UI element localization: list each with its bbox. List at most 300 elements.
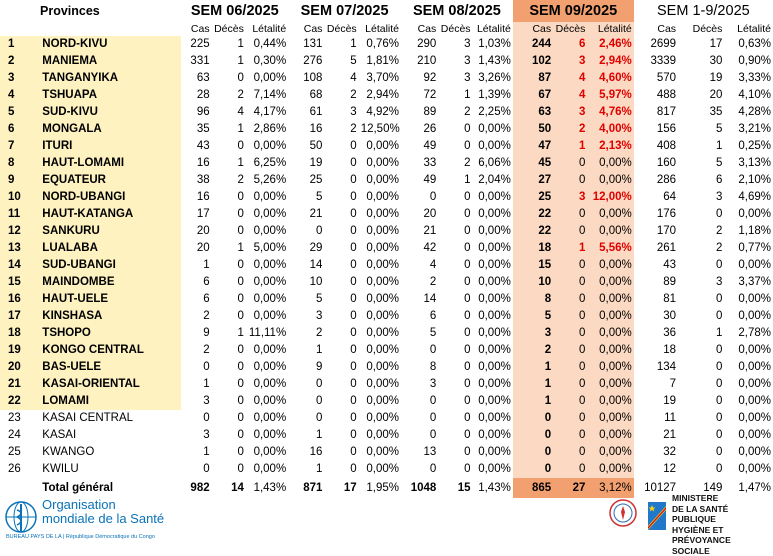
deaths-cell: 0 — [553, 257, 587, 274]
lethality-cell: 0,00% — [724, 359, 773, 376]
total-label: Total général — [40, 478, 181, 498]
row-number: 18 — [0, 325, 40, 342]
cases-cell: 11 — [634, 410, 678, 427]
cases-cell: 43 — [181, 138, 211, 155]
lethality-cell: 0,00% — [359, 393, 401, 410]
row-number: 1 — [0, 36, 40, 53]
province-name: NORD-KIVU — [40, 36, 181, 53]
lethality-cell: 0,00% — [587, 155, 633, 172]
cases-cell: 22 — [513, 206, 553, 223]
col-header-letalite: Létalité — [587, 22, 633, 36]
who-logo — [4, 498, 204, 538]
cases-cell: 63 — [513, 104, 553, 121]
cases-cell: 12 — [634, 461, 678, 478]
lethality-cell: 0,00% — [359, 172, 401, 189]
lethality-cell: 0,00% — [246, 257, 288, 274]
deaths-cell: 3 — [438, 36, 472, 53]
cases-cell: 49 — [401, 138, 438, 155]
cases-cell: 225 — [181, 36, 211, 53]
lethality-cell: 12,50% — [359, 121, 401, 138]
deaths-cell: 2 — [212, 87, 246, 104]
deaths-cell: 0 — [678, 342, 724, 359]
row-number: 21 — [0, 376, 40, 393]
cases-cell: 160 — [634, 155, 678, 172]
lethality-cell: 2,78% — [724, 325, 773, 342]
deaths-cell: 0 — [324, 410, 358, 427]
cases-cell: 43 — [634, 257, 678, 274]
cases-cell: 1 — [181, 257, 211, 274]
deaths-cell: 0 — [438, 325, 472, 342]
col-header-deces: Décès — [212, 22, 246, 36]
lethality-cell: 0,00% — [359, 206, 401, 223]
col-header-cas: Cas — [634, 22, 678, 36]
deaths-cell: 0 — [324, 342, 358, 359]
deaths-cell: 0 — [553, 461, 587, 478]
lethality-cell: 4,28% — [724, 104, 773, 121]
cases-cell: 108 — [288, 70, 324, 87]
lethality-cell: 0,00% — [473, 342, 513, 359]
deaths-cell: 0 — [324, 172, 358, 189]
province-name: SANKURU — [40, 223, 181, 240]
lethality-cell: 2,10% — [724, 172, 773, 189]
cumulative-header: SEM 1-9/2025 — [634, 0, 773, 22]
table-row — [0, 223, 773, 240]
deaths-cell: 0 — [438, 189, 472, 206]
cases-cell: 4 — [401, 257, 438, 274]
deaths-cell: 1 — [212, 240, 246, 257]
cases-cell: 6 — [181, 274, 211, 291]
row-number: 14 — [0, 257, 40, 274]
deaths-cell: 0 — [678, 427, 724, 444]
cases-cell: 89 — [634, 274, 678, 291]
deaths-cell: 1 — [324, 36, 358, 53]
lethality-cell: 0,00% — [724, 410, 773, 427]
deaths-cell: 0 — [212, 70, 246, 87]
cases-cell: 28 — [181, 87, 211, 104]
province-name: MAINDOMBE — [40, 274, 181, 291]
cases-cell: 42 — [401, 240, 438, 257]
cases-cell: 21 — [288, 206, 324, 223]
province-name: TANGANYIKA — [40, 70, 181, 87]
cases-cell: 36 — [634, 325, 678, 342]
deaths-cell: 0 — [678, 308, 724, 325]
lethality-cell: 4,60% — [587, 70, 633, 87]
lethality-cell: 5,97% — [587, 87, 633, 104]
cases-cell: 261 — [634, 240, 678, 257]
who-name — [42, 498, 164, 526]
lethality-cell: 3,21% — [724, 121, 773, 138]
cases-cell: 2 — [401, 274, 438, 291]
cases-cell: 18 — [513, 240, 553, 257]
deaths-cell: 0 — [212, 206, 246, 223]
deaths-cell: 1 — [553, 240, 587, 257]
cases-cell: 2 — [288, 325, 324, 342]
deaths-cell: 0 — [438, 393, 472, 410]
lethality-cell: 0,00% — [724, 427, 773, 444]
cases-cell: 865 — [513, 478, 553, 498]
table-row — [0, 257, 773, 274]
lethality-cell: 0,00% — [359, 155, 401, 172]
deaths-cell: 0 — [212, 359, 246, 376]
deaths-cell: 0 — [438, 359, 472, 376]
cases-cell: 72 — [401, 87, 438, 104]
deaths-cell: 0 — [678, 376, 724, 393]
cases-cell: 1 — [513, 376, 553, 393]
deaths-cell: 0 — [324, 359, 358, 376]
deaths-cell: 20 — [678, 87, 724, 104]
lethality-cell: 6,06% — [473, 155, 513, 172]
deaths-cell: 0 — [553, 223, 587, 240]
cases-cell: 2 — [181, 342, 211, 359]
province-name: EQUATEUR — [40, 172, 181, 189]
cases-cell: 1 — [513, 393, 553, 410]
deaths-cell: 5 — [678, 155, 724, 172]
table-row — [0, 291, 773, 308]
province-name: KWANGO — [40, 444, 181, 461]
week-07-header: SEM 07/2025 — [288, 0, 401, 22]
table-row — [0, 376, 773, 393]
deaths-cell: 3 — [438, 53, 472, 70]
lethality-cell: 0,00% — [724, 444, 773, 461]
deaths-cell: 35 — [678, 104, 724, 121]
cases-cell: 18 — [634, 342, 678, 359]
lethality-cell: 1,03% — [473, 36, 513, 53]
lethality-cell: 0,00% — [359, 291, 401, 308]
cases-cell: 10127 — [634, 478, 678, 498]
lethality-cell: 0,00% — [587, 393, 633, 410]
lethality-cell: 0,00% — [473, 308, 513, 325]
deaths-cell: 0 — [553, 308, 587, 325]
lethality-cell: 0,00% — [473, 376, 513, 393]
table-row — [0, 240, 773, 257]
cases-cell: 1048 — [401, 478, 438, 498]
province-name: KASAI-ORIENTAL — [40, 376, 181, 393]
cases-cell: 16 — [181, 189, 211, 206]
deaths-cell: 3 — [553, 53, 587, 70]
deaths-cell: 0 — [324, 189, 358, 206]
deaths-cell: 1 — [553, 138, 587, 155]
row-number: 23 — [0, 410, 40, 427]
deaths-cell: 0 — [438, 308, 472, 325]
col-header-deces: Décès — [324, 22, 358, 36]
cases-cell: 331 — [181, 53, 211, 70]
row-number: 4 — [0, 87, 40, 104]
lethality-cell: 1,43% — [473, 53, 513, 70]
row-number: 25 — [0, 444, 40, 461]
lethality-cell: 0,00% — [587, 223, 633, 240]
table-row — [0, 36, 773, 53]
cases-cell: 244 — [513, 36, 553, 53]
table-row — [0, 342, 773, 359]
cases-cell: 488 — [634, 87, 678, 104]
lethality-cell: 0,00% — [246, 461, 288, 478]
row-number: 2 — [0, 53, 40, 70]
cases-cell: 1 — [513, 359, 553, 376]
cases-cell: 25 — [513, 189, 553, 206]
cases-cell: 1 — [288, 461, 324, 478]
lethality-cell: 0,00% — [246, 410, 288, 427]
col-header-deces: Décès — [553, 22, 587, 36]
cases-cell: 20 — [181, 223, 211, 240]
deaths-cell: 0 — [438, 138, 472, 155]
row-number: 15 — [0, 274, 40, 291]
cases-cell: 210 — [401, 53, 438, 70]
cases-cell: 0 — [401, 189, 438, 206]
deaths-cell: 3 — [678, 274, 724, 291]
deaths-cell: 0 — [324, 308, 358, 325]
lethality-cell: 1,43% — [473, 478, 513, 498]
deaths-cell: 149 — [678, 478, 724, 498]
lethality-cell: 0,00% — [587, 172, 633, 189]
lethality-cell: 0,00% — [473, 189, 513, 206]
lethality-cell: 0,00% — [587, 206, 633, 223]
cases-cell: 0 — [181, 359, 211, 376]
cases-cell: 0 — [513, 444, 553, 461]
cases-cell: 5 — [288, 291, 324, 308]
lethality-cell: 0,00% — [473, 325, 513, 342]
lethality-cell: 0,00% — [587, 359, 633, 376]
lethality-cell: 0,00% — [246, 393, 288, 410]
lethality-cell: 2,25% — [473, 104, 513, 121]
lethality-cell: 0,00% — [359, 138, 401, 155]
lethality-cell: 4,69% — [724, 189, 773, 206]
cases-cell: 3 — [513, 325, 553, 342]
lethality-cell: 0,00% — [724, 206, 773, 223]
row-number: 24 — [0, 427, 40, 444]
lethality-cell: 0,00% — [359, 461, 401, 478]
row-number: 16 — [0, 291, 40, 308]
deaths-cell: 2 — [678, 240, 724, 257]
deaths-cell: 0 — [678, 257, 724, 274]
cases-cell: 0 — [288, 393, 324, 410]
cases-cell: 16 — [288, 444, 324, 461]
deaths-cell: 0 — [438, 410, 472, 427]
cases-cell: 20 — [401, 206, 438, 223]
cases-cell: 13 — [401, 444, 438, 461]
cases-cell: 134 — [634, 359, 678, 376]
lethality-cell: 0,00% — [246, 138, 288, 155]
cases-cell: 26 — [401, 121, 438, 138]
cases-cell: 871 — [288, 478, 324, 498]
deaths-cell: 0 — [324, 274, 358, 291]
table-row — [0, 70, 773, 87]
deaths-cell: 0 — [553, 376, 587, 393]
deaths-cell: 0 — [212, 274, 246, 291]
ministry-line-1: MINISTERE — [672, 493, 773, 504]
cases-cell: 3339 — [634, 53, 678, 70]
deaths-cell: 0 — [553, 427, 587, 444]
col-header-letalite: Létalité — [473, 22, 513, 36]
lethality-cell: 4,76% — [587, 104, 633, 121]
deaths-cell: 3 — [553, 189, 587, 206]
deaths-cell: 1 — [678, 138, 724, 155]
cases-cell: 276 — [288, 53, 324, 70]
deaths-cell: 1 — [212, 325, 246, 342]
cases-cell: 63 — [181, 70, 211, 87]
lethality-cell: 0,00% — [359, 274, 401, 291]
province-name: HAUT-UELE — [40, 291, 181, 308]
cases-cell: 0 — [288, 376, 324, 393]
row-number: 17 — [0, 308, 40, 325]
cases-cell: 170 — [634, 223, 678, 240]
deaths-cell: 0 — [678, 393, 724, 410]
lethality-cell: 0,63% — [724, 36, 773, 53]
lethality-cell: 1,81% — [359, 53, 401, 70]
table-row — [0, 325, 773, 342]
deaths-cell: 2 — [438, 155, 472, 172]
table-body — [0, 36, 773, 498]
lethality-cell: 0,00% — [246, 308, 288, 325]
row-number: 20 — [0, 359, 40, 376]
cases-cell: 176 — [634, 206, 678, 223]
deaths-cell: 2 — [324, 121, 358, 138]
province-name: HAUT-LOMAMI — [40, 155, 181, 172]
col-header-deces: Décès — [438, 22, 472, 36]
lethality-cell: 0,00% — [359, 444, 401, 461]
lethality-cell: 2,94% — [359, 87, 401, 104]
table-row — [0, 444, 773, 461]
province-name: KONGO CENTRAL — [40, 342, 181, 359]
lethality-cell: 0,00% — [359, 359, 401, 376]
cases-cell: 286 — [634, 172, 678, 189]
province-name: LOMAMI — [40, 393, 181, 410]
week-08-header: SEM 08/2025 — [401, 0, 513, 22]
deaths-cell: 0 — [324, 393, 358, 410]
row-number: 11 — [0, 206, 40, 223]
cases-cell: 0 — [401, 427, 438, 444]
lethality-cell: 0,00% — [587, 325, 633, 342]
col-header-letalite: Létalité — [359, 22, 401, 36]
province-name: ITURI — [40, 138, 181, 155]
col-header-cas: Cas — [288, 22, 324, 36]
cases-cell: 8 — [513, 291, 553, 308]
lethality-cell: 2,13% — [587, 138, 633, 155]
col-header-cas: Cas — [401, 22, 438, 36]
lethality-cell: 0,00% — [587, 427, 633, 444]
row-number: 26 — [0, 461, 40, 478]
deaths-cell: 0 — [553, 291, 587, 308]
cases-cell: 61 — [288, 104, 324, 121]
deaths-cell: 0 — [553, 325, 587, 342]
lethality-cell: 1,18% — [724, 223, 773, 240]
deaths-cell: 15 — [438, 478, 472, 498]
lethality-cell: 0,00% — [473, 206, 513, 223]
cases-cell: 49 — [401, 172, 438, 189]
lethality-cell: 0,00% — [246, 223, 288, 240]
cases-cell: 38 — [181, 172, 211, 189]
deaths-cell: 0 — [324, 155, 358, 172]
lethality-cell: 3,26% — [473, 70, 513, 87]
deaths-cell: 0 — [678, 206, 724, 223]
deaths-cell: 0 — [212, 461, 246, 478]
cases-cell: 1 — [181, 376, 211, 393]
province-name: KASAI CENTRAL — [40, 410, 181, 427]
lethality-cell: 2,46% — [587, 36, 633, 53]
cases-cell: 9 — [288, 359, 324, 376]
deaths-cell: 0 — [324, 206, 358, 223]
lethality-cell: 0,00% — [724, 376, 773, 393]
province-name: TSHOPO — [40, 325, 181, 342]
province-name: HAUT-KATANGA — [40, 206, 181, 223]
cases-cell: 27 — [513, 172, 553, 189]
deaths-cell: 0 — [553, 274, 587, 291]
row-number: 9 — [0, 172, 40, 189]
deaths-cell: 19 — [678, 70, 724, 87]
deaths-cell: 4 — [553, 87, 587, 104]
cases-cell: 50 — [513, 121, 553, 138]
cases-cell: 2 — [181, 308, 211, 325]
deaths-cell: 1 — [212, 155, 246, 172]
lethality-cell: 4,92% — [359, 104, 401, 121]
lethality-cell: 0,00% — [724, 308, 773, 325]
cases-cell: 0 — [401, 410, 438, 427]
deaths-cell: 0 — [553, 206, 587, 223]
lethality-cell: 0,00% — [246, 342, 288, 359]
cases-cell: 0 — [181, 461, 211, 478]
cases-cell: 3 — [181, 427, 211, 444]
lethality-cell: 0,90% — [724, 53, 773, 70]
lethality-cell: 6,25% — [246, 155, 288, 172]
lethality-cell: 0,00% — [473, 461, 513, 478]
table-row — [0, 461, 773, 478]
deaths-cell: 17 — [324, 478, 358, 498]
col-header-cas: Cas — [513, 22, 553, 36]
cases-cell: 25 — [288, 172, 324, 189]
lethality-cell: 0,00% — [246, 70, 288, 87]
lethality-cell: 2,04% — [473, 172, 513, 189]
deaths-cell: 0 — [324, 240, 358, 257]
cases-cell: 570 — [634, 70, 678, 87]
lethality-cell: 2,94% — [587, 53, 633, 70]
lethality-cell: 0,00% — [473, 274, 513, 291]
col-header-deces: Décès — [678, 22, 724, 36]
deaths-cell: 0 — [324, 291, 358, 308]
table-row — [0, 359, 773, 376]
week-06-header: SEM 06/2025 — [181, 0, 288, 22]
lethality-cell: 0,00% — [724, 461, 773, 478]
cases-cell: 22 — [513, 223, 553, 240]
table-row — [0, 427, 773, 444]
lethality-cell: 0,00% — [587, 410, 633, 427]
col-header-letalite: Létalité — [724, 22, 773, 36]
deaths-cell: 0 — [324, 138, 358, 155]
who-emblem-icon — [4, 500, 38, 534]
row-number: 8 — [0, 155, 40, 172]
deaths-cell: 0 — [212, 189, 246, 206]
cases-cell: 5 — [513, 308, 553, 325]
cases-cell: 0 — [288, 223, 324, 240]
lethality-cell: 0,00% — [246, 291, 288, 308]
cases-cell: 20 — [181, 240, 211, 257]
lethality-cell: 0,76% — [359, 36, 401, 53]
lethality-cell: 0,00% — [724, 393, 773, 410]
row-number: 7 — [0, 138, 40, 155]
deaths-cell: 6 — [553, 36, 587, 53]
lethality-cell: 0,00% — [473, 410, 513, 427]
cases-cell: 817 — [634, 104, 678, 121]
table-row — [0, 155, 773, 172]
cases-cell: 8 — [401, 359, 438, 376]
deaths-cell: 0 — [212, 291, 246, 308]
lethality-cell: 0,00% — [473, 444, 513, 461]
lethality-cell: 0,00% — [359, 427, 401, 444]
week-09-header: SEM 09/2025 — [513, 0, 634, 22]
deaths-cell: 0 — [438, 376, 472, 393]
table-row — [0, 172, 773, 189]
deaths-cell: 5 — [678, 121, 724, 138]
deaths-cell: 2 — [438, 104, 472, 121]
deaths-cell: 0 — [553, 172, 587, 189]
